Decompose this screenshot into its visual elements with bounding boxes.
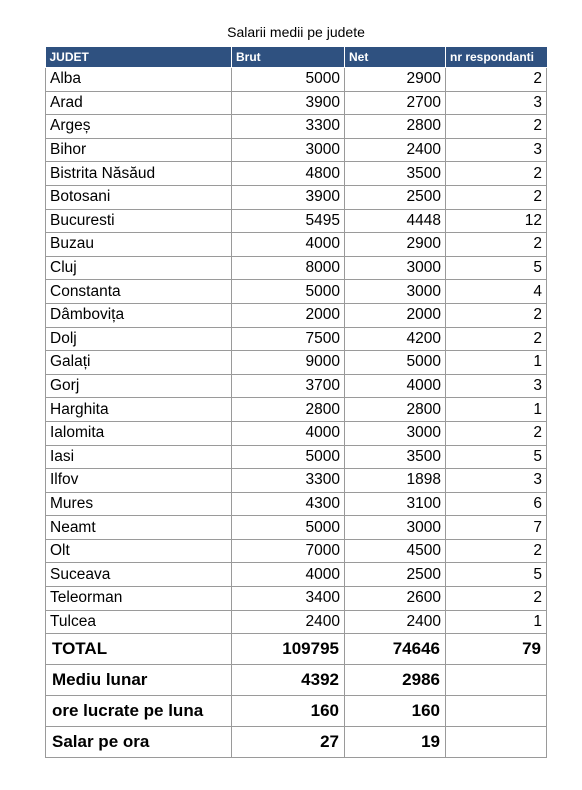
cell-brut[interactable]: 3700: [232, 374, 345, 398]
header-judet[interactable]: JUDET: [46, 47, 232, 68]
sheet-title: Salarii medii pe judete: [227, 24, 365, 40]
cell-judet[interactable]: Bistrita Năsăud: [46, 162, 232, 186]
cell-net[interactable]: 3000: [345, 256, 446, 280]
cell-respondenti[interactable]: 2: [446, 233, 547, 257]
cell-respondenti[interactable]: 79: [446, 634, 547, 665]
cell-net[interactable]: 3000: [345, 280, 446, 304]
cell-judet[interactable]: Olt: [46, 539, 232, 563]
cell-judet[interactable]: Gorj: [46, 374, 232, 398]
table-row: [46, 445, 547, 469]
table-row: [46, 280, 547, 304]
cell-respondenti[interactable]: 2: [446, 185, 547, 209]
cell-net[interactable]: 74646: [345, 634, 446, 665]
cell-respondenti[interactable]: 3: [446, 138, 547, 162]
cell-brut[interactable]: 2400: [232, 610, 345, 634]
cell-respondenti[interactable]: 5: [446, 563, 547, 587]
cell-net[interactable]: 3500: [345, 445, 446, 469]
cell-judet[interactable]: Arad: [46, 91, 232, 115]
cell-judet[interactable]: Tulcea: [46, 610, 232, 634]
cell-respondenti[interactable]: 7: [446, 516, 547, 540]
cell-respondenti[interactable]: 3: [446, 469, 547, 493]
cell-respondenti[interactable]: [446, 696, 547, 727]
table-row: [46, 185, 547, 209]
table-row: [46, 138, 547, 162]
table-row: [46, 539, 547, 563]
table-row: [46, 587, 547, 611]
cell-brut[interactable]: 5000: [232, 68, 345, 92]
cell-net[interactable]: 4500: [345, 539, 446, 563]
cell-respondenti[interactable]: 2: [446, 539, 547, 563]
cell-net[interactable]: 2900: [345, 233, 446, 257]
cell-brut[interactable]: 2000: [232, 303, 345, 327]
table-row: [46, 516, 547, 540]
cell-net[interactable]: 1898: [345, 469, 446, 493]
cell-brut[interactable]: 3000: [232, 138, 345, 162]
cell-judet[interactable]: Botosani: [46, 185, 232, 209]
cell-respondenti[interactable]: 1: [446, 351, 547, 375]
table-body: [46, 68, 547, 758]
cell-respondenti[interactable]: 2: [446, 303, 547, 327]
cell-respondenti[interactable]: 12: [446, 209, 547, 233]
header-brut[interactable]: Brut: [232, 47, 345, 68]
cell-net[interactable]: 2700: [345, 91, 446, 115]
cell-net[interactable]: 2000: [345, 303, 446, 327]
table-row: [46, 303, 547, 327]
cell-respondenti[interactable]: 2: [446, 327, 547, 351]
cell-judet[interactable]: Constanta: [46, 280, 232, 304]
summary-row: [46, 665, 547, 696]
table-row: [46, 563, 547, 587]
cell-net[interactable]: 2900: [345, 68, 446, 92]
table-row: [46, 68, 547, 92]
cell-net[interactable]: 2400: [345, 138, 446, 162]
cell-brut[interactable]: 3400: [232, 587, 345, 611]
cell-brut[interactable]: 5000: [232, 445, 345, 469]
table-row: [46, 115, 547, 139]
cell-respondenti[interactable]: [446, 665, 547, 696]
table-row: [46, 256, 547, 280]
cell-judet[interactable]: ore lucrate pe luna: [46, 696, 232, 727]
cell-judet[interactable]: Dâmbovița: [46, 303, 232, 327]
cell-brut[interactable]: 8000: [232, 256, 345, 280]
table-row: [46, 162, 547, 186]
cell-respondenti[interactable]: 5: [446, 445, 547, 469]
salary-table: [45, 47, 547, 758]
table-row: [46, 91, 547, 115]
cell-respondenti[interactable]: 1: [446, 610, 547, 634]
cell-brut[interactable]: 27: [232, 727, 345, 758]
cell-brut[interactable]: 4392: [232, 665, 345, 696]
header-row: [46, 47, 547, 68]
cell-brut[interactable]: 4000: [232, 421, 345, 445]
cell-respondenti[interactable]: 4: [446, 280, 547, 304]
summary-row: [46, 696, 547, 727]
cell-judet[interactable]: TOTAL: [46, 634, 232, 665]
cell-net[interactable]: 2986: [345, 665, 446, 696]
cell-net[interactable]: 2800: [345, 398, 446, 422]
table-row: [46, 209, 547, 233]
cell-brut[interactable]: 4000: [232, 233, 345, 257]
cell-respondenti[interactable]: 2: [446, 421, 547, 445]
table-row: [46, 351, 547, 375]
cell-net[interactable]: 19: [345, 727, 446, 758]
cell-judet[interactable]: Alba: [46, 68, 232, 92]
cell-brut[interactable]: 2800: [232, 398, 345, 422]
cell-judet[interactable]: Mures: [46, 492, 232, 516]
cell-respondenti[interactable]: 3: [446, 374, 547, 398]
cell-judet[interactable]: Mediu lunar: [46, 665, 232, 696]
cell-brut[interactable]: 7500: [232, 327, 345, 351]
cell-judet[interactable]: Ialomita: [46, 421, 232, 445]
cell-net[interactable]: 2400: [345, 610, 446, 634]
cell-brut[interactable]: 9000: [232, 351, 345, 375]
cell-net[interactable]: 3500: [345, 162, 446, 186]
cell-judet[interactable]: Neamt: [46, 516, 232, 540]
cell-judet[interactable]: Buzau: [46, 233, 232, 257]
cell-brut[interactable]: 5000: [232, 280, 345, 304]
cell-judet[interactable]: Cluj: [46, 256, 232, 280]
cell-judet[interactable]: Bihor: [46, 138, 232, 162]
cell-net[interactable]: 2800: [345, 115, 446, 139]
header-net[interactable]: Net: [345, 47, 446, 68]
cell-judet[interactable]: Suceava: [46, 563, 232, 587]
cell-respondenti[interactable]: 6: [446, 492, 547, 516]
cell-respondenti[interactable]: 2: [446, 587, 547, 611]
cell-brut[interactable]: 5000: [232, 516, 345, 540]
table-row: [46, 327, 547, 351]
table-row: [46, 233, 547, 257]
cell-judet[interactable]: Ilfov: [46, 469, 232, 493]
cell-net[interactable]: 160: [345, 696, 446, 727]
cell-brut[interactable]: 3300: [232, 469, 345, 493]
cell-respondenti[interactable]: 5: [446, 256, 547, 280]
cell-judet[interactable]: Bucuresti: [46, 209, 232, 233]
table-row: [46, 398, 547, 422]
cell-brut[interactable]: 4000: [232, 563, 345, 587]
table-row: [46, 469, 547, 493]
cell-brut[interactable]: 109795: [232, 634, 345, 665]
cell-brut[interactable]: 5495: [232, 209, 345, 233]
cell-respondenti[interactable]: 2: [446, 162, 547, 186]
cell-respondenti[interactable]: 2: [446, 68, 547, 92]
cell-judet[interactable]: Salar pe ora: [46, 727, 232, 758]
cell-judet[interactable]: Dolj: [46, 327, 232, 351]
cell-judet[interactable]: Iasi: [46, 445, 232, 469]
cell-net[interactable]: 3000: [345, 516, 446, 540]
cell-brut[interactable]: 3900: [232, 91, 345, 115]
cell-brut[interactable]: 160: [232, 696, 345, 727]
table-row: [46, 421, 547, 445]
cell-net[interactable]: 3000: [345, 421, 446, 445]
table-row: [46, 610, 547, 634]
cell-brut[interactable]: 3300: [232, 115, 345, 139]
cell-judet[interactable]: Argeș: [46, 115, 232, 139]
summary-row: [46, 727, 547, 758]
summary-row: [46, 634, 547, 665]
cell-respondenti[interactable]: 3: [446, 91, 547, 115]
cell-net[interactable]: 2500: [345, 185, 446, 209]
cell-judet[interactable]: Galați: [46, 351, 232, 375]
cell-brut[interactable]: 3900: [232, 185, 345, 209]
cell-respondenti[interactable]: 1: [446, 398, 547, 422]
cell-judet[interactable]: Teleorman: [46, 587, 232, 611]
cell-net[interactable]: 4448: [345, 209, 446, 233]
cell-net[interactable]: 4200: [345, 327, 446, 351]
cell-net[interactable]: 5000: [345, 351, 446, 375]
cell-net[interactable]: 2500: [345, 563, 446, 587]
cell-net[interactable]: 2600: [345, 587, 446, 611]
cell-net[interactable]: 3100: [345, 492, 446, 516]
table-row: [46, 374, 547, 398]
cell-respondenti[interactable]: [446, 727, 547, 758]
cell-brut[interactable]: 4800: [232, 162, 345, 186]
cell-net[interactable]: 4000: [345, 374, 446, 398]
table-row: [46, 492, 547, 516]
cell-brut[interactable]: 7000: [232, 539, 345, 563]
cell-brut[interactable]: 4300: [232, 492, 345, 516]
cell-respondenti[interactable]: 2: [446, 115, 547, 139]
header-respondenti[interactable]: nr respondanti: [446, 47, 547, 68]
cell-judet[interactable]: Harghita: [46, 398, 232, 422]
